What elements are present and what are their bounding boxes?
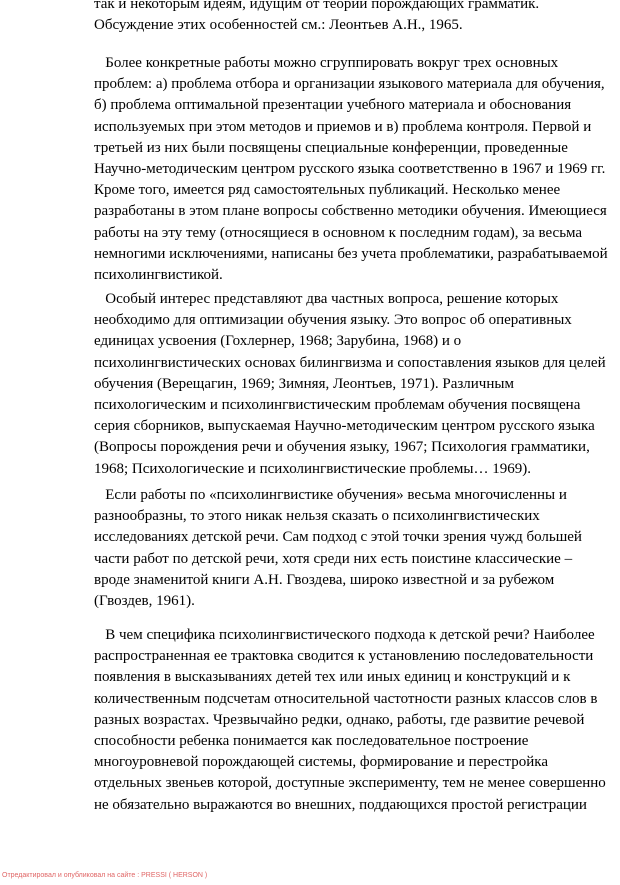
text-line: проблем: а) проблема отбора и организации языкового материала для обучения, <box>94 76 605 93</box>
text-line: немногими исключениями, написаны без учета проблематики, разрабатываемой <box>94 245 608 262</box>
text-line: В чем специфика психолингвистического подхода к детской речи? Наиболее <box>94 627 595 643</box>
paragraph-5 <box>94 625 614 816</box>
text-line: единицах усвоения (Гохлернер, 1968; Зарубина, 1968) и о <box>94 333 462 350</box>
text-line: необходимо для оптимизации обучения языку. Это вопрос об оперативных <box>94 312 572 329</box>
text-line: Если работы по «психолингвистике обучения» весьма многочисленны и <box>94 487 567 503</box>
text-line: работы на эту тему (относящиеся в основном к последним годам), за весьма <box>94 224 583 241</box>
text-line: Обсуждение этих особенностей см.: Леонтьев А.Н., 1965. <box>94 17 463 34</box>
text-line: распространенная ее трактовка сводится к установлению последовательности <box>94 648 594 665</box>
text-line: (Гвоздев, 1961). <box>94 593 195 610</box>
text-line: используемых при этом методов и приемов и в) проблема контроля. Первой и <box>94 118 592 135</box>
text-line: (Вопросы порождения речи и обучения языку, 1967; Психология грамматики, <box>94 439 590 456</box>
text-line: психолингвистикой. <box>94 267 223 284</box>
text-line: психологическим и психолингвистическим проблемам обучения посвящена <box>94 397 581 414</box>
text-line: так и некоторым идеям, идущим от теории порождающих грамматик. <box>94 0 540 12</box>
text-line: части работ по детской речи, хотя среди них есть поистине классические – <box>94 550 573 567</box>
text-line: разнообразны, то этого никак нельзя сказать о психолингвистических <box>94 508 540 525</box>
paragraph-1 <box>94 0 614 36</box>
text-line: количественным подсчетам относительной частотности разных классов слов в <box>94 690 598 707</box>
paragraph-2 <box>94 53 614 286</box>
footer-watermark <box>2 872 207 879</box>
text-line: психолингвистических основах билингвизма и сопоставления языков для целей <box>94 354 606 371</box>
text-line: серия сборников, выпускаемая Научно-методическим центром русского языка <box>94 418 595 435</box>
text-line: Более конкретные работы можно сгруппировать вокруг трех основных <box>94 55 559 71</box>
text-line: третьей из них были посвящены специальные конференции, проведенные <box>94 139 568 156</box>
text-line: многоуровневой порождающей системы, формирование и перестройка <box>94 754 549 771</box>
text-line: появления в высказываниях детей тех или иных единиц и конструкций и к <box>94 669 571 686</box>
text-line: Особый интерес представляют два частных вопроса, решение которых <box>94 291 559 307</box>
text-line: Научно-методическим центром русского языка соответственно в 1967 и 1969 гг. <box>94 161 606 178</box>
text-line: 1968; Психологические и психолингвистические проблемы… 1969). <box>94 460 531 477</box>
text-line: отдельных звеньев которой, доступные эксперименту, тем не менее совершенно <box>94 775 606 792</box>
text-line: не обязательно выражаются во внешних, поддающихся простой регистрации <box>94 796 587 813</box>
text-line: исследованиях детской речи. Сам подход с этой точки зрения чужд большей <box>94 529 582 546</box>
text-line: разных возрастах. Чрезвычайно редки, однако, работы, где развитие речевой <box>94 711 585 728</box>
text-line: способности ребенка понимается как последовательное построение <box>94 733 529 750</box>
text-line: разработаны в этом плане вопросы собственно методики обучения. Имеющиеся <box>94 203 607 220</box>
text-line: обучения (Верещагин, 1969; Зимняя, Леонтьев, 1971). Различным <box>94 375 514 392</box>
paragraph-4 <box>94 485 614 612</box>
text-line: б) проблема оптимальной презентации учебного материала и обоснования <box>94 97 572 114</box>
text-line: вроде знаменитой книги А.Н. Гвоздева, широко известной и за рубежом <box>94 571 555 588</box>
text-line: Кроме того, имеется ряд самостоятельных публикаций. Несколько менее <box>94 182 561 199</box>
paragraph-3 <box>94 289 614 480</box>
footer-text: Отредактировал и опубликовал на сайте : PRESSI ( HERSON ) <box>2 872 208 879</box>
